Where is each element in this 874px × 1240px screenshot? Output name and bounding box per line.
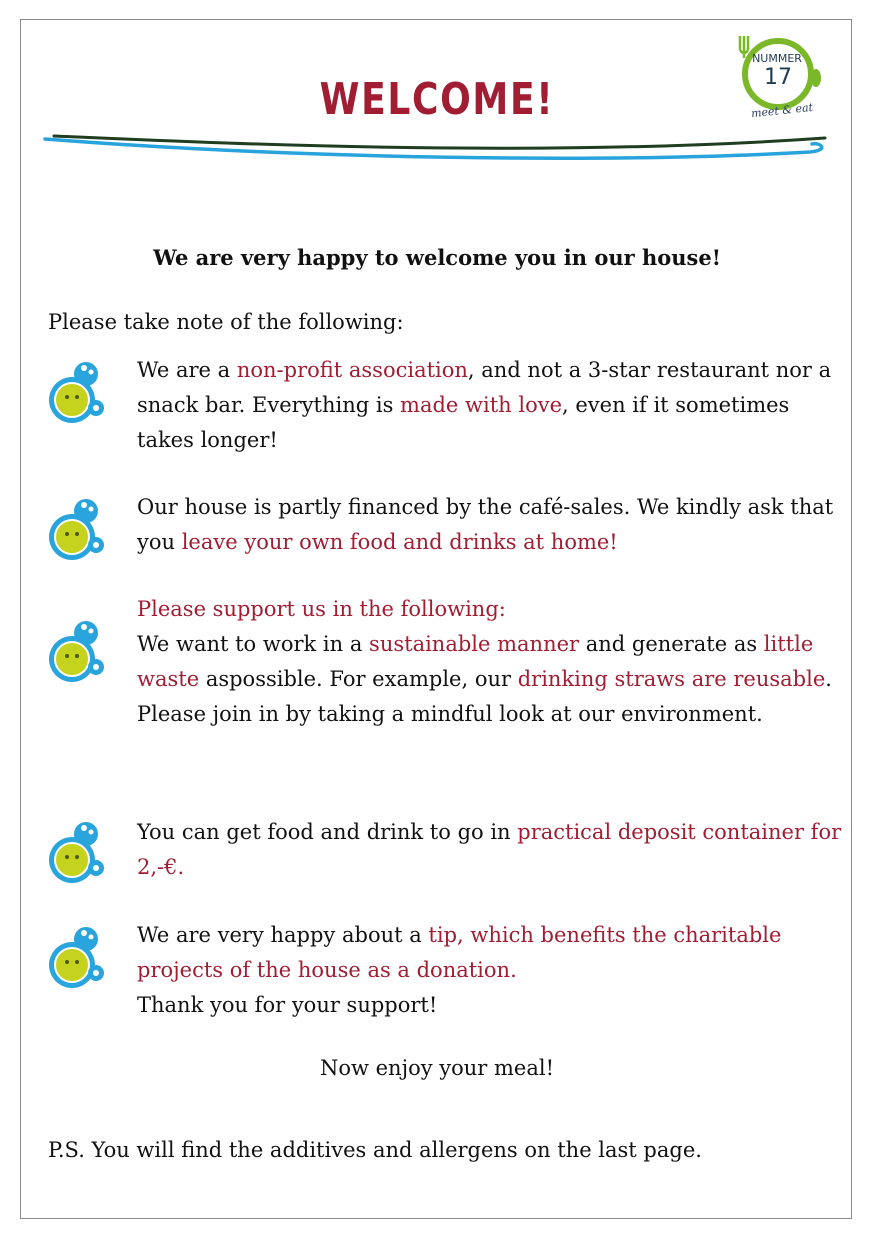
restaurant-logo <box>732 28 830 130</box>
note-item-text <box>137 353 842 458</box>
decorative-swoosh <box>40 124 840 172</box>
highlight-text: tip, which benefits the charitable projects of the house as a donation. <box>137 923 782 982</box>
logo-text-line2: 17 <box>764 65 792 90</box>
thank-you-text: Thank you for your support! <box>137 993 438 1017</box>
text-segment: . Please join in by taking a mindful look at our environment. <box>137 667 832 726</box>
note-item-text <box>137 490 842 560</box>
logo-tagline: meet & eat <box>750 100 814 121</box>
highlight-text: drinking straws are reusable <box>517 667 826 691</box>
note-item-text <box>137 627 842 732</box>
note-item-5 <box>137 918 842 1023</box>
note-item-2 <box>137 490 842 560</box>
text-segment: You can get food and drink to go in <box>137 820 518 844</box>
intro-heading: We are very happy to welcome you in our house! <box>153 245 721 270</box>
note-item-text <box>137 815 842 885</box>
highlight-text: non-profit association <box>236 358 468 382</box>
text-segment: aspossible. For example, our <box>199 667 518 691</box>
note-item-3 <box>137 592 842 732</box>
highlight-text: made with love <box>400 393 563 417</box>
postscript: P.S. You will find the additives and allergens on the last page. <box>48 1138 702 1162</box>
note-item-text <box>137 918 842 988</box>
highlight-text: little waste <box>137 632 814 691</box>
highlight-text: sustainable manner <box>369 632 580 656</box>
highlight-text: leave your own food and drinks at home! <box>181 530 618 554</box>
note-lead: Please take note of the following: <box>48 310 404 334</box>
note-item-heading: Please support us in the following: <box>137 597 506 621</box>
text-segment: , and not a 3-star restaurant nor a snack bar. Everything is <box>137 358 832 417</box>
text-segment: Our house is partly financed by the café-sales. We kindly ask that you <box>137 495 834 554</box>
bubble-face-icon <box>46 619 108 685</box>
bubble-face-icon <box>46 820 108 886</box>
note-item-4 <box>137 815 842 885</box>
closing-line: Now enjoy your meal! <box>319 1056 555 1080</box>
text-segment: We are a <box>137 358 237 382</box>
text-segment: We are very happy about a <box>137 923 429 947</box>
text-segment: , even if it sometimes takes longer! <box>137 393 790 452</box>
page-title: WELCOME! <box>319 74 555 125</box>
text-segment: We want to work in a <box>137 632 370 656</box>
bubble-face-icon <box>46 360 108 426</box>
logo-text-line1: NUMMER <box>752 52 802 65</box>
highlight-text: practical deposit container for 2,-€. <box>137 820 842 879</box>
text-segment: and generate as <box>579 632 764 656</box>
bubble-face-icon <box>46 925 108 991</box>
bubble-face-icon <box>46 497 108 563</box>
note-item-1 <box>137 353 842 458</box>
